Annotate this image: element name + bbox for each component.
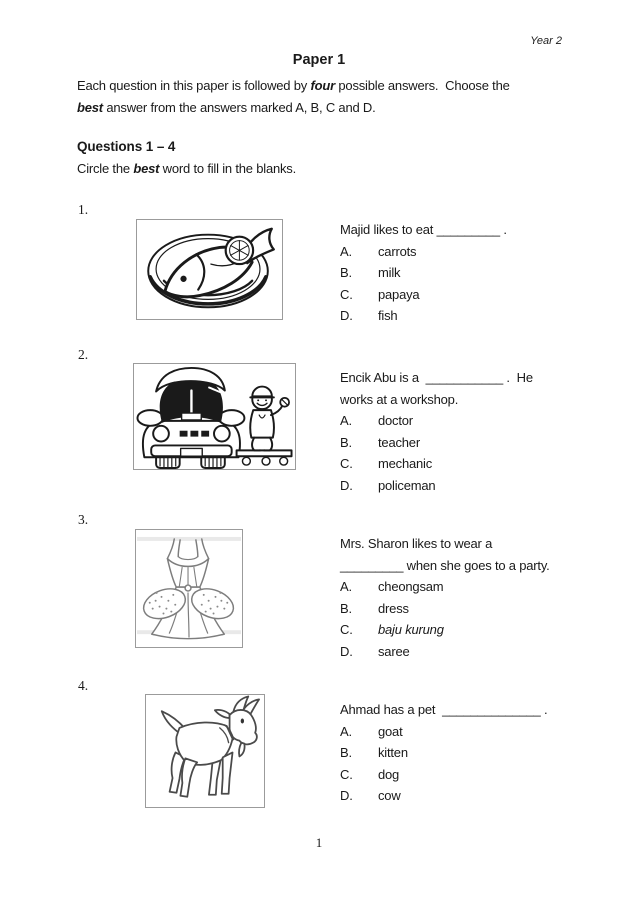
instruction-segment: word to fill in the blanks. [159, 161, 297, 176]
page-number: 1 [315, 835, 323, 850]
fish-on-plate-drawing [137, 220, 282, 319]
option-row [340, 475, 580, 497]
intro-emphasis: four [310, 78, 335, 93]
question-number: 1. [78, 202, 89, 217]
question-stem: Ahmad has a pet ______________ . [340, 702, 548, 717]
mechanic-car-image [133, 363, 296, 470]
option-letter: D. [340, 308, 353, 323]
option-letter: C. [340, 456, 353, 471]
option-letter: B. [340, 434, 352, 450]
option-row [340, 576, 580, 598]
question-stem: works at a workshop. [340, 391, 459, 407]
option-text: mechanic [378, 456, 433, 471]
option-row [340, 785, 580, 807]
option-row [340, 598, 580, 620]
option-letter: A. [340, 413, 352, 428]
option-text: doctor [378, 413, 413, 428]
option-row [340, 764, 580, 786]
option-text: dress [378, 600, 409, 616]
option-text: teacher [378, 434, 420, 450]
goat-drawing [146, 695, 264, 807]
intro-segment: answer from the answers marked A, B, C and D. [102, 99, 376, 115]
option-row [340, 453, 580, 475]
option-text: milk [378, 265, 401, 280]
question-3 [0, 512, 638, 678]
question-body [340, 367, 580, 496]
option-text: policeman [378, 477, 436, 493]
intro-segment: Each question in this paper is followed by [77, 78, 311, 93]
option-row [340, 641, 580, 663]
option-text: cheongsam [378, 579, 444, 594]
option-text: goat [378, 723, 403, 739]
instruction-segment: Circle the [77, 161, 134, 176]
question-1 [0, 202, 638, 347]
intro-segment: possible answers. Choose the [334, 78, 510, 93]
option-text: papaya [378, 286, 420, 302]
option-letter: A. [340, 579, 352, 594]
option-row [340, 262, 580, 284]
option-text: fish [378, 308, 398, 323]
option-row [340, 619, 580, 641]
question-stem: Mrs. Sharon likes to wear a [340, 536, 493, 551]
option-letter: D. [340, 788, 353, 803]
question-2 [0, 347, 638, 512]
option-letter: C. [340, 622, 353, 637]
option-row [340, 305, 580, 327]
question-body [340, 699, 580, 807]
option-letter: D. [340, 643, 353, 659]
option-letter: B. [340, 600, 352, 616]
option-row [340, 721, 580, 743]
question-number: 3. [78, 512, 89, 527]
option-text: baju kurung [378, 622, 444, 637]
option-row [340, 742, 580, 764]
option-letter: B. [340, 745, 352, 760]
question-stem: Encik Abu is a ___________ . He [340, 370, 533, 385]
question-stem: Majid likes to eat _________ . [340, 222, 507, 237]
option-letter: C. [340, 286, 353, 302]
option-row [340, 432, 580, 454]
option-letter: A. [340, 723, 352, 739]
instruction-emphasis: best [133, 161, 160, 176]
section-heading: Questions 1 – 4 [77, 139, 176, 154]
intro-text [77, 75, 577, 118]
option-row [340, 410, 580, 432]
option-letter: C. [340, 766, 353, 782]
option-letter: B. [340, 265, 352, 280]
year-label: Year 2 [530, 35, 562, 47]
option-text: dog [378, 766, 400, 782]
party-dress-image [135, 529, 243, 648]
party-dress-drawing [136, 530, 242, 647]
question-body [340, 219, 580, 327]
option-row [340, 241, 580, 263]
option-row [340, 284, 580, 306]
question-number: 4. [78, 678, 89, 693]
fish-on-plate-image [136, 219, 283, 320]
question-stem: _________ when she goes to a party. [340, 557, 550, 573]
option-text: kitten [378, 745, 408, 760]
intro-emphasis: best [77, 99, 103, 115]
goat-image [145, 694, 265, 808]
option-text: cow [378, 788, 401, 803]
option-text: saree [378, 643, 410, 659]
question-4 [0, 678, 638, 823]
page-title: Paper 1 [292, 52, 346, 68]
instruction-text [77, 161, 296, 176]
question-body [340, 533, 580, 662]
option-text: carrots [378, 243, 417, 259]
mechanic-car-drawing [134, 364, 295, 469]
option-letter: D. [340, 477, 353, 493]
option-letter: A. [340, 243, 352, 259]
question-number: 2. [78, 347, 89, 362]
